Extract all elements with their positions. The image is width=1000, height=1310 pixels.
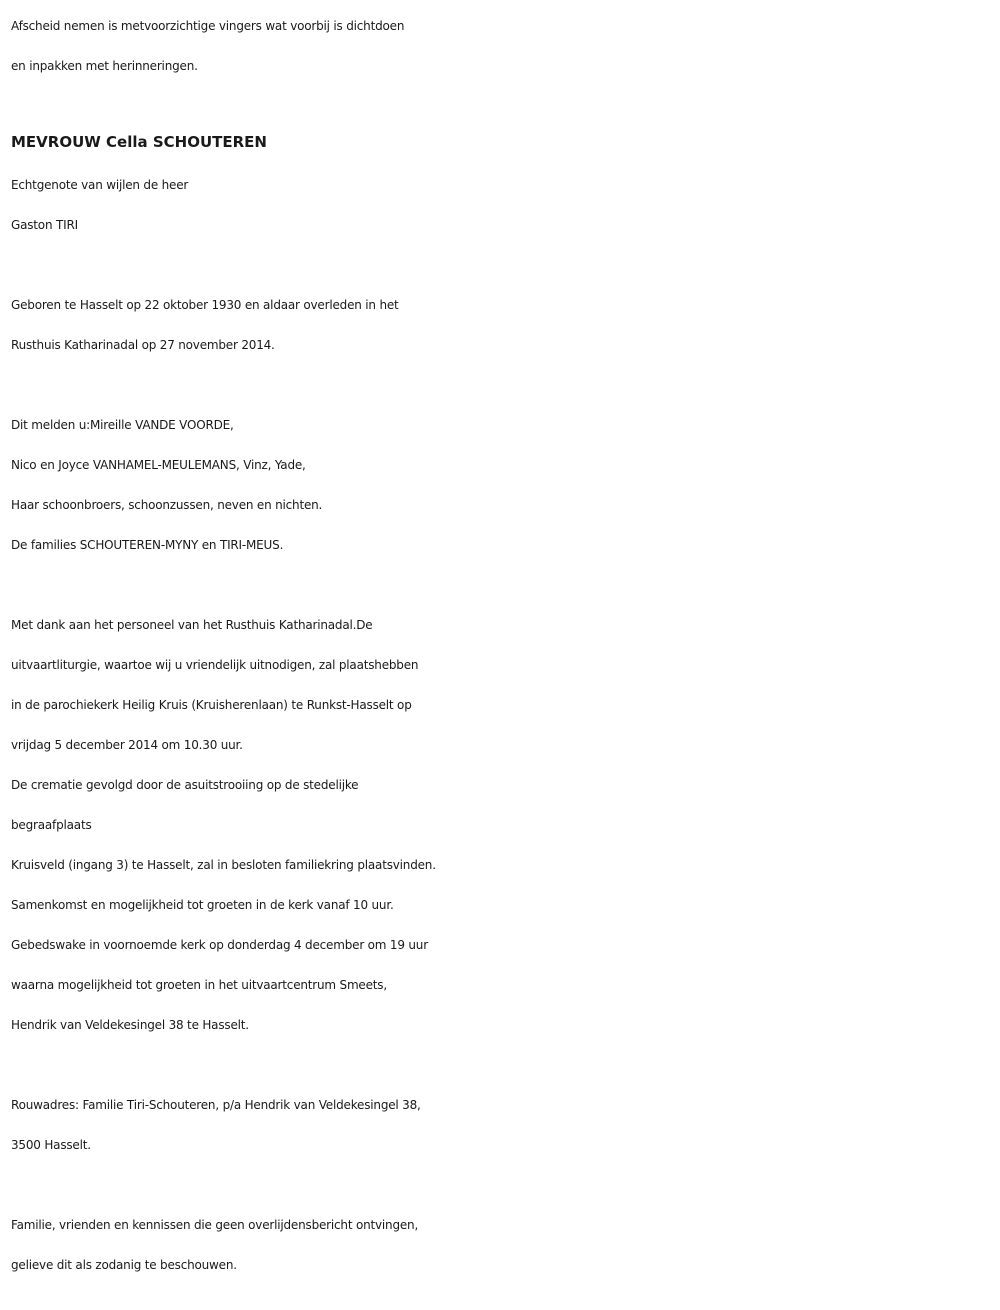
birth-death-line: Rusthuis Katharinadal op 27 november 2014. xyxy=(11,338,275,352)
ceremony-line: Met dank aan het personeel van het Rusthuis Katharinadal.De xyxy=(11,618,373,632)
family-line: Haar schoonbroers, schoonzussen, neven en nichten. xyxy=(11,498,323,512)
spouse-line: Gaston TIRI xyxy=(11,218,78,232)
address-line: Rouwadres: Familie Tiri-Schouteren, p/a Hendrik van Veldekesingel 38, xyxy=(11,1098,421,1112)
ceremony-line: uitvaartliturgie, waartoe wij u vriendelijk uitnodigen, zal plaatshebben xyxy=(11,658,419,672)
birth-death-paragraph xyxy=(11,285,996,365)
spacer xyxy=(11,1165,996,1205)
ceremony-line: vrijdag 5 december 2014 om 10.30 uur. xyxy=(11,738,243,752)
spouse-info xyxy=(11,165,996,245)
family-line: De families SCHOUTEREN-MYNY en TIRI-MEUS. xyxy=(11,538,284,552)
ceremony-line: in de parochiekerk Heilig Kruis (Kruisherenlaan) te Runkst-Hasselt op xyxy=(11,698,412,712)
ceremony-line: begraafplaats xyxy=(11,818,92,832)
spacer xyxy=(11,365,996,405)
spouse-line: Echtgenote van wijlen de heer xyxy=(11,178,189,192)
intro-line: en inpakken met herinneringen. xyxy=(11,59,198,73)
ceremony-line: De crematie gevolgd door de asuitstrooiing op de stedelijke xyxy=(11,778,359,792)
intro-verse xyxy=(11,6,996,86)
ceremony-line: Kruisveld (ingang 3) te Hasselt, zal in besloten familiekring plaatsvinden. xyxy=(11,858,436,872)
ceremony-paragraph xyxy=(11,605,996,1045)
birth-death-line: Geboren te Hasselt op 22 oktober 1930 en aldaar overleden in het xyxy=(11,298,399,312)
ceremony-line: waarna mogelijkheid tot groeten in het uitvaartcentrum Smeets, xyxy=(11,978,387,992)
closing-line: Familie, vrienden en kennissen die geen overlijdensbericht ontvingen, xyxy=(11,1218,419,1232)
intro-line: Afscheid nemen is metvoorzichtige vingers wat voorbij is dichtdoen xyxy=(11,19,405,33)
ceremony-line: Gebedswake in voornoemde kerk op donderdag 4 december om 19 uur xyxy=(11,938,428,952)
spacer xyxy=(11,1045,996,1085)
spacer xyxy=(11,245,996,285)
family-line: Nico en Joyce VANHAMEL-MEULEMANS, Vinz, Yade, xyxy=(11,458,306,472)
obituary-notice xyxy=(11,6,996,1285)
closing-line: gelieve dit als zodanig te beschouwen. xyxy=(11,1258,237,1272)
spacer xyxy=(11,565,996,605)
address-line: 3500 Hasselt. xyxy=(11,1138,91,1152)
ceremony-line: Samenkomst en mogelijkheid tot groeten in de kerk vanaf 10 uur. xyxy=(11,898,394,912)
family-paragraph xyxy=(11,405,996,565)
ceremony-line: Hendrik van Veldekesingel 38 te Hasselt. xyxy=(11,1018,249,1032)
closing-note xyxy=(11,1205,996,1285)
deceased-name: MEVROUW Cella SCHOUTEREN xyxy=(11,133,267,151)
mourning-address xyxy=(11,1085,996,1165)
family-line: Dit melden u:Mireille VANDE VOORDE, xyxy=(11,418,234,432)
